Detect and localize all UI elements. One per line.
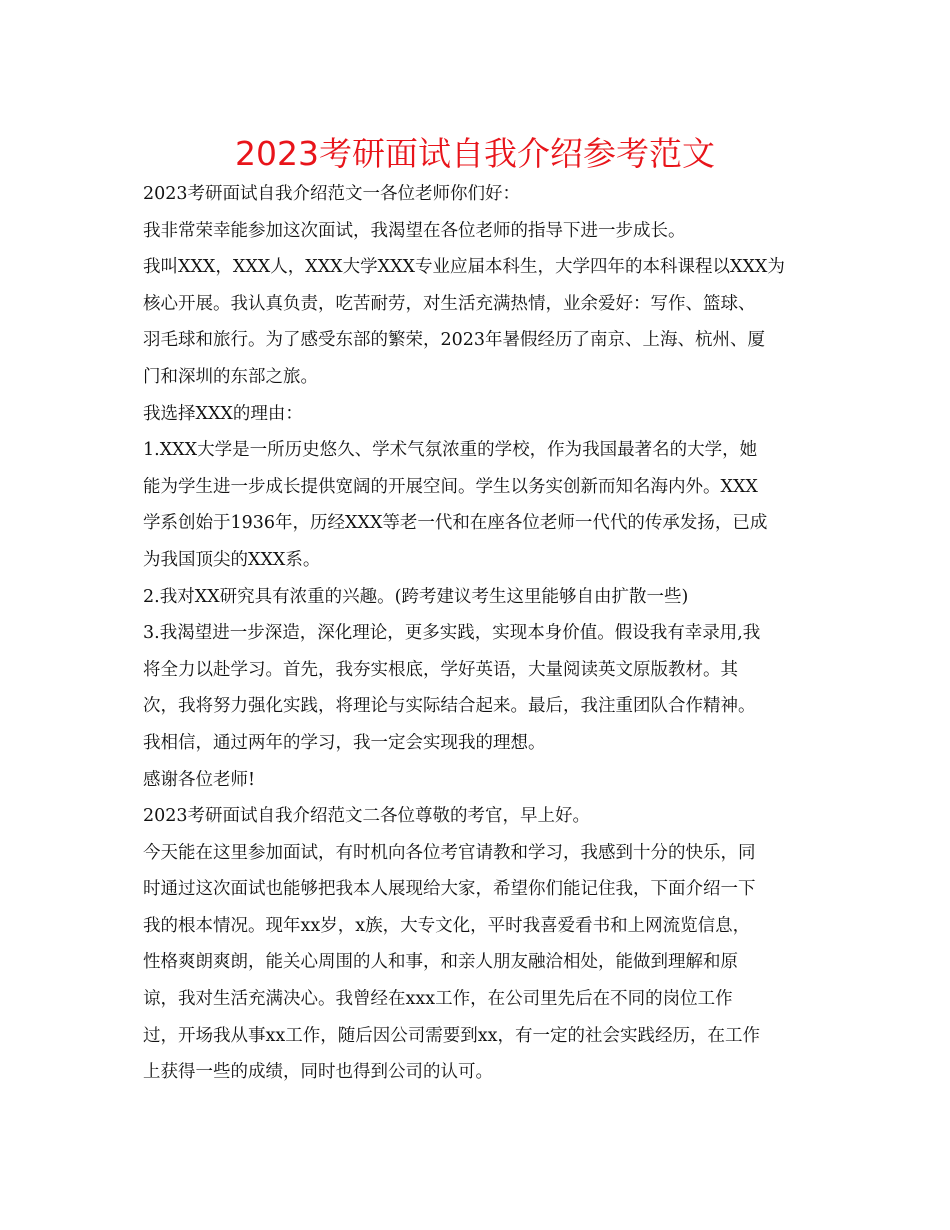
paragraph-line: 核心开展。我认真负责，吃苦耐劳，对生活充满热情，业余爱好：写作、篮球、 (143, 293, 756, 314)
paragraph-line: 上获得一些的成绩，同时也得到公司的认可。 (143, 1062, 493, 1083)
paragraph-line: 我选择XXX的理由： (143, 403, 303, 424)
paragraph-line: 时通过这次面试也能够把我本人展现给大家，希望你们能记住我，下面介绍一下 (143, 879, 756, 900)
paragraph-line: 我的根本情况。现年xx岁，x族，大专文化，平时我喜爱看书和上网流览信息， (143, 915, 751, 936)
paragraph-line: 次，我将努力强化实践，将理论与实际结合起来。最后，我注重团队合作精神。 (143, 696, 756, 717)
paragraph-line: 我非常荣幸能参加这次面试，我渴望在各位老师的指导下进一步成长。 (143, 220, 686, 241)
paragraph-line: 能为学生进一步成长提供宽阔的开展空间。学生以务实创新而知名海内外。XXX (143, 476, 758, 497)
paragraph-line: 为我国顶尖的XXX系。 (143, 549, 321, 570)
paragraph-line: 1.XXX大学是一所历史悠久、学术气氛浓重的学校，作为我国最著名的大学，她 (143, 440, 758, 461)
paragraph-line: 将全力以赴学习。首先，我夯实根底，学好英语，大量阅读英文原版教材。其 (143, 659, 738, 680)
paragraph-line: 3.我渴望进一步深造，深化理论，更多实践，实现本身价值。假设我有幸录用,我 (143, 623, 761, 644)
paragraph-line: 门和深圳的东部之旅。 (143, 366, 318, 387)
paragraph-line: 谅，我对生活充满决心。我曾经在xxx工作，在公司里先后在不同的岗位工作 (143, 989, 733, 1010)
paragraph-line: 羽毛球和旅行。为了感受东部的繁荣，2023年暑假经历了南京、上海、杭州、厦 (143, 330, 766, 351)
paragraph-line: 学系创始于1936年，历经XXX等老一代和在座各位老师一代代的传承发扬，已成 (143, 513, 768, 534)
paragraph-line: 过，开场我从事xx工作，随后因公司需要到xx，有一定的社会实践经历，在工作 (143, 1025, 760, 1046)
paragraph-line: 2023考研面试自我介绍范文一各位老师你们好： (143, 184, 521, 204)
paragraph-line: 2023考研面试自我介绍范文二各位尊敬的考官，早上好。 (143, 806, 591, 827)
paragraph-line: 性格爽朗爽朗，能关心周围的人和事，和亲人朋友融洽相处，能做到理解和原 (143, 952, 738, 973)
paragraph-line: 感谢各位老师! (143, 769, 256, 790)
paragraph-line: 我相信，通过两年的学习，我一定会实现我的理想。 (143, 732, 546, 753)
document-title: 2023考研面试自我介绍参考范文 (235, 134, 715, 173)
paragraph-line: 今天能在这里参加面试，有时机向各位考官请教和学习，我感到十分的快乐，同 (143, 842, 756, 863)
paragraph-line: 我叫XXX，XXX人，XXX大学XXX专业应届本科生，大学四年的本科课程以XXX为 (143, 257, 785, 278)
document-body (143, 176, 813, 1091)
paragraph-line: 2.我对XX研究具有浓重的兴趣。(跨考建议考生这里能够自由扩散一些) (143, 586, 689, 607)
